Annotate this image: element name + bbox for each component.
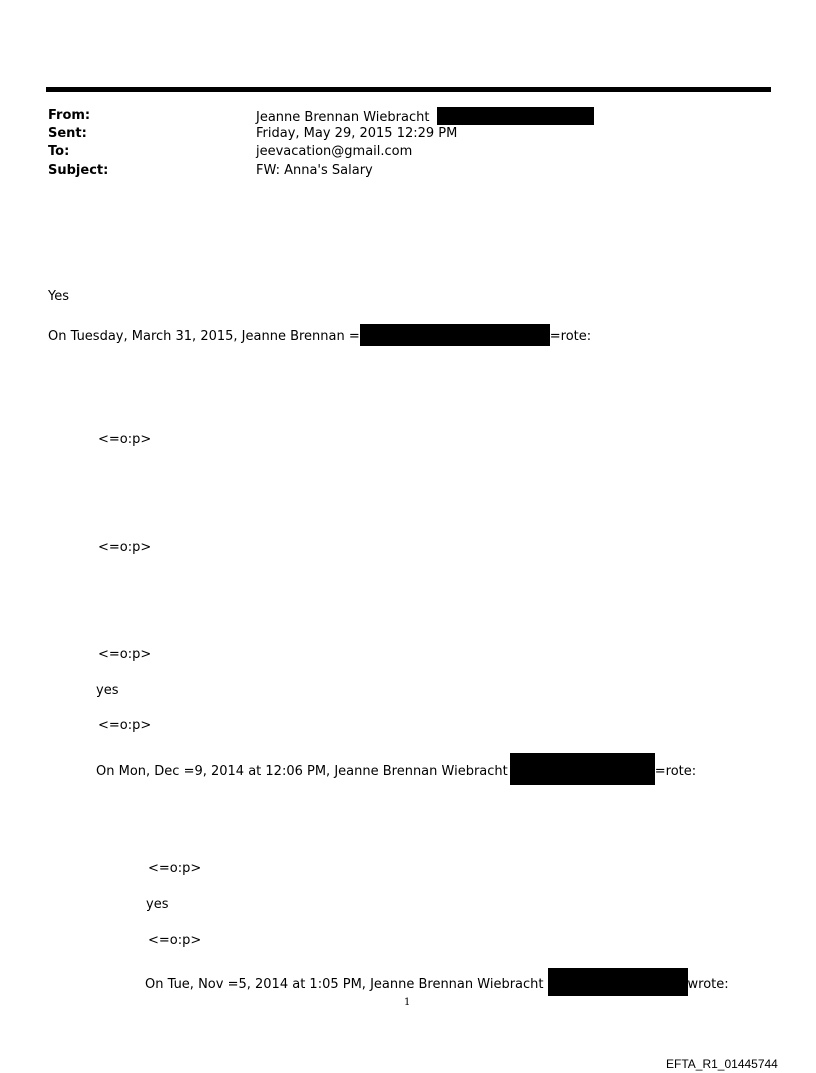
to-label: To: [48,144,70,159]
quote-line-1 [48,324,591,346]
to-value: jeevacation@gmail.com [256,144,413,159]
quote-line-2 [96,753,696,785]
from-label: From: [48,108,91,123]
op-tag: <=o:p> [98,647,152,662]
quote-3-prefix: On Tue, Nov =5, 2014 at 1:05 PM, Jeanne Brennan Wiebracht [145,977,544,992]
sent-label: Sent: [48,126,87,141]
sent-value: Friday, May 29, 2015 12:29 PM [256,126,458,141]
quote-3-suffix: wrote: [687,977,729,992]
op-tag: <=o:p> [98,432,152,447]
op-tag: <=o:p> [148,861,202,876]
redaction-bar [360,324,550,346]
redaction-bar [437,107,594,125]
page-number: 1 [404,997,411,1008]
subject-label: Subject: [48,163,109,178]
document-id: EFTA_R1_01445744 [666,1057,778,1071]
from-value [256,107,594,127]
quote-2-prefix: On Mon, Dec =9, 2014 at 12:06 PM, Jeanne Brennan Wiebracht [96,764,508,779]
reply-text: Yes [48,289,69,304]
subject-value: FW: Anna's Salary [256,163,373,178]
op-tag: <=o:p> [148,933,202,948]
quote-1-prefix: On Tuesday, March 31, 2015, Jeanne Brennan = [48,329,360,344]
op-tag: <=o:p> [98,540,152,555]
redaction-bar [510,753,655,785]
quote-line-3 [145,968,729,996]
op-tag: <=o:p> [98,718,152,733]
quote-1-suffix: =rote: [549,329,592,344]
yes-text: yes [146,897,169,912]
from-name: Jeanne Brennan Wiebracht [256,110,430,125]
redaction-bar [548,968,688,996]
quote-2-suffix: =rote: [654,764,697,779]
header-rule [46,87,771,92]
yes-text: yes [96,683,119,698]
